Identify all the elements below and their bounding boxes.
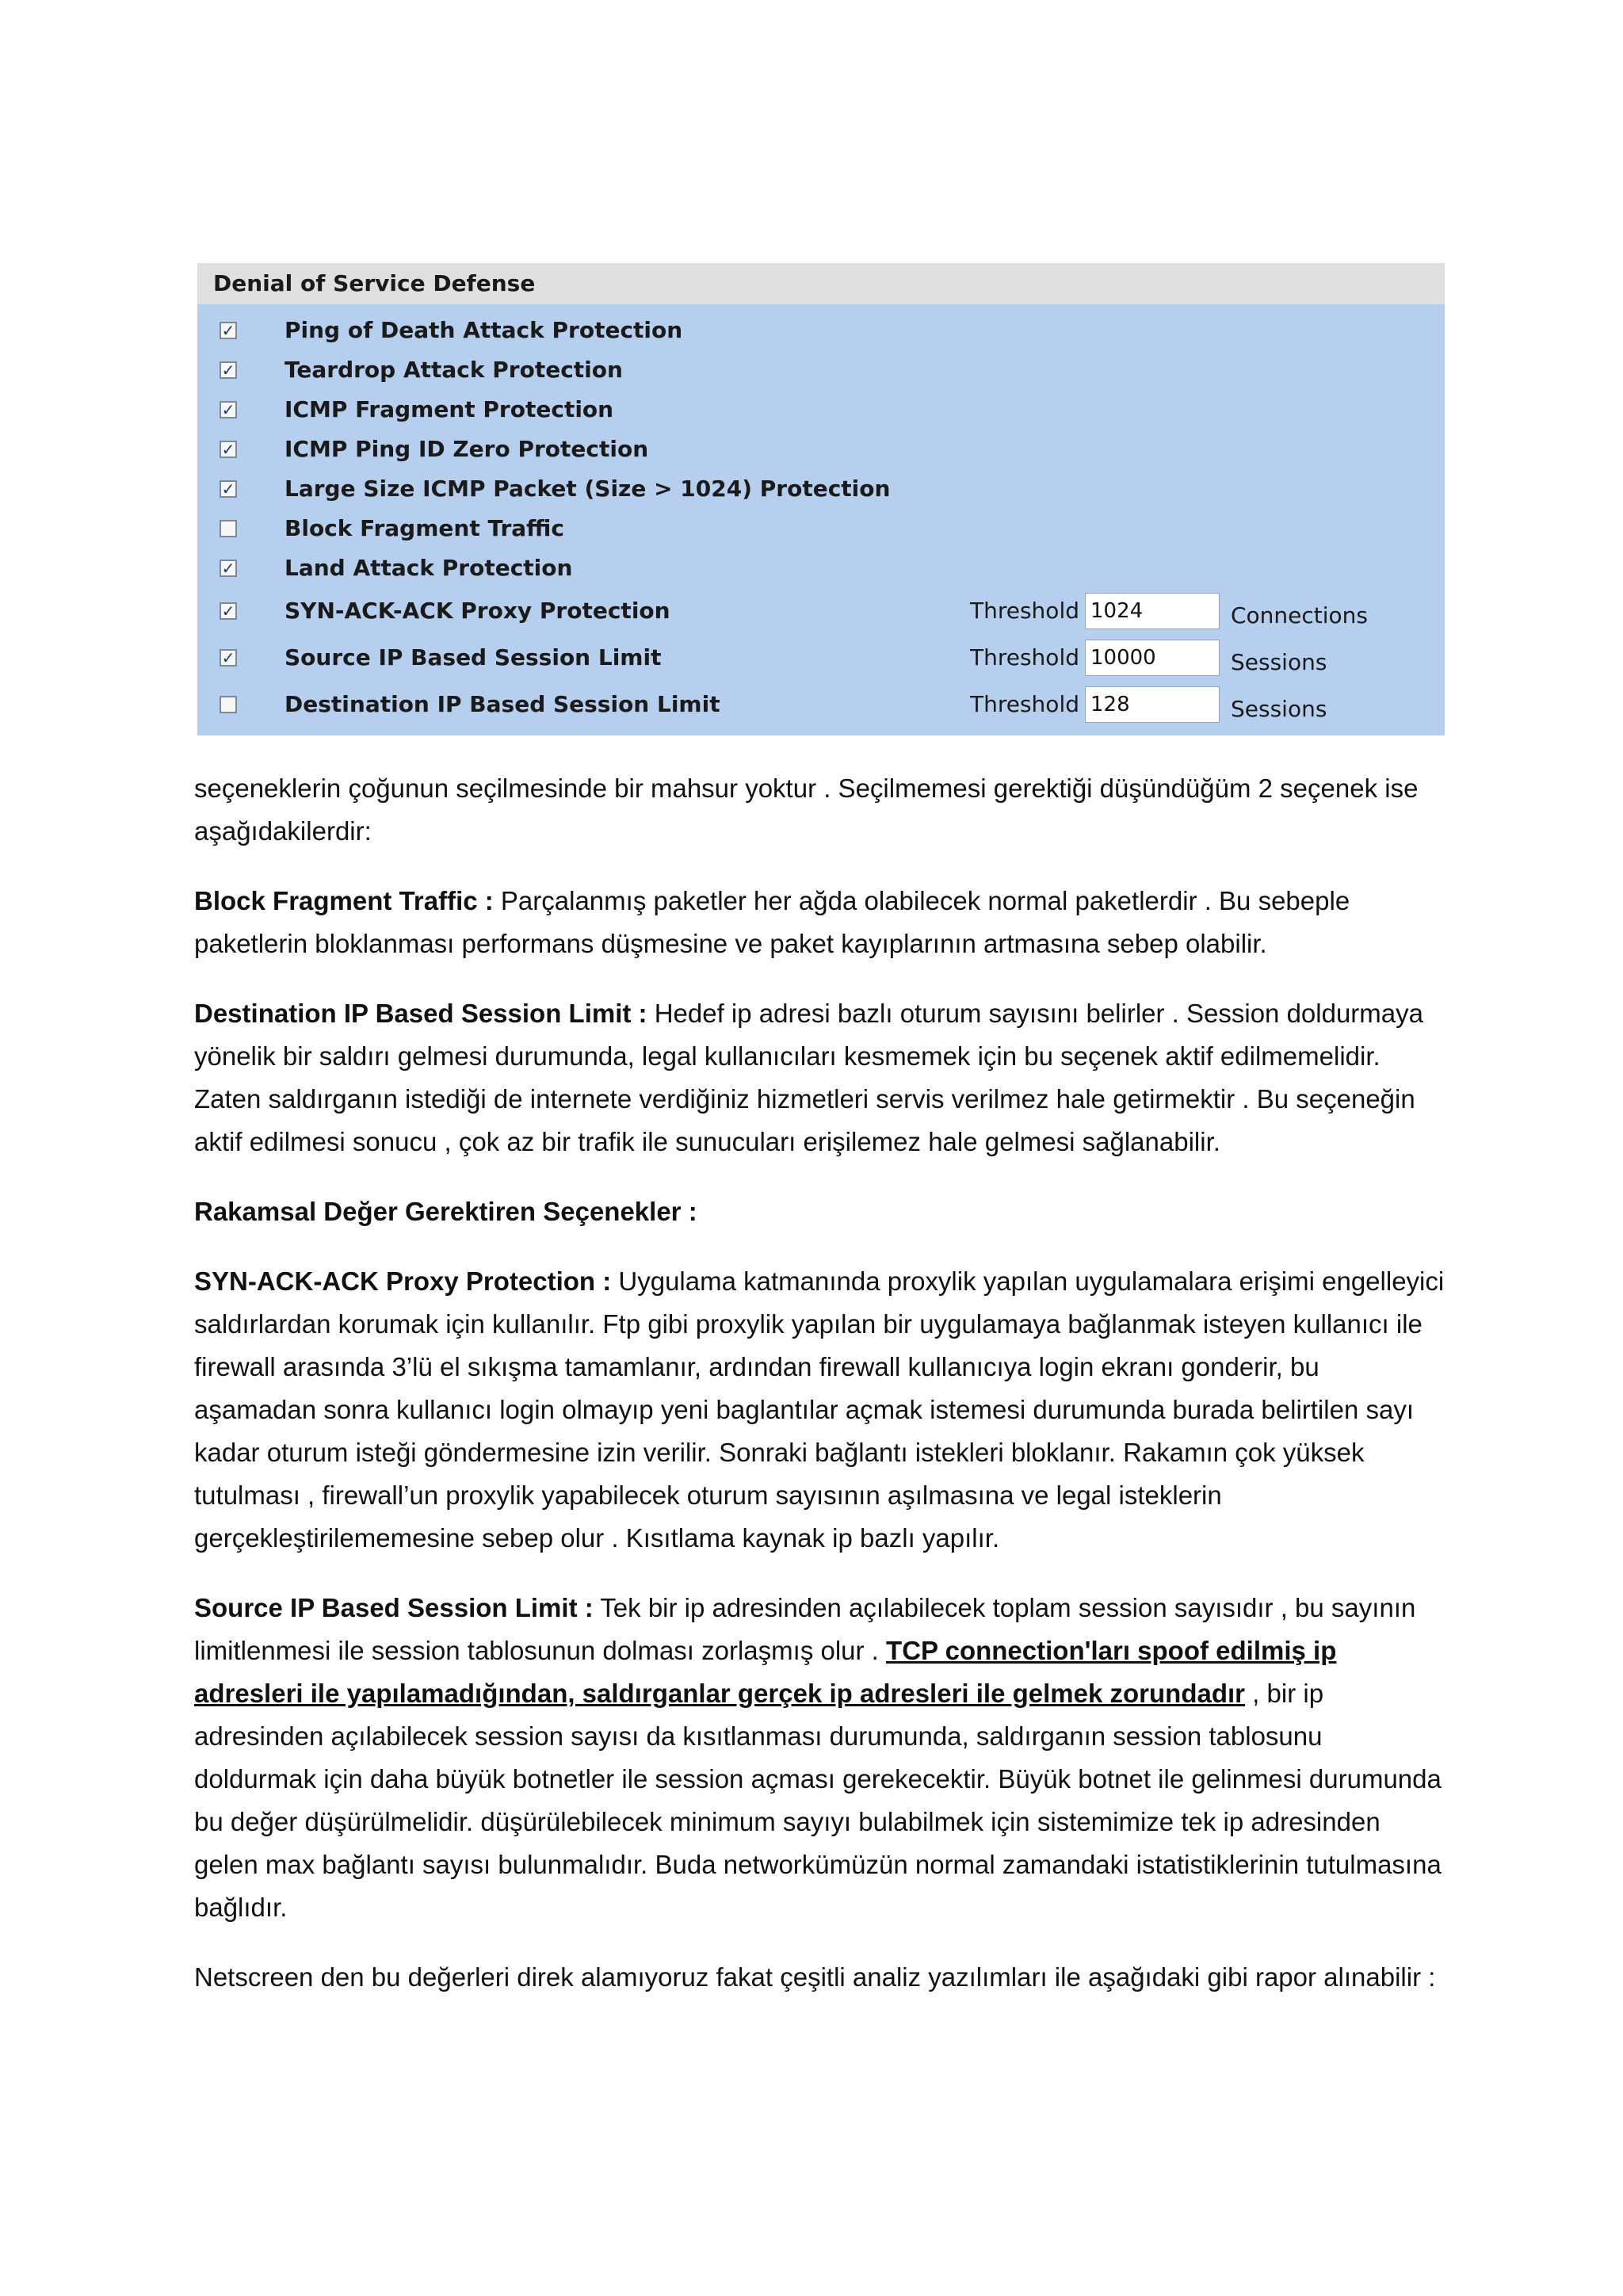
option-label: Teardrop Attack Protection [285, 357, 623, 383]
option-block-fragment [197, 510, 1445, 550]
checkbox[interactable]: ✓ [220, 361, 237, 379]
threshold-label: Threshold [970, 598, 1079, 624]
option-ping-of-death [197, 312, 1445, 352]
option-teardrop [197, 352, 1445, 392]
threshold-label: Threshold [970, 691, 1079, 717]
threshold-label: Threshold [970, 644, 1079, 670]
option-label: Land Attack Protection [285, 555, 573, 581]
option-icmp-ping-id-zero [197, 431, 1445, 471]
checkbox[interactable]: ✓ [220, 480, 237, 498]
option-destination-ip-limit [197, 686, 1445, 726]
paragraph-block-fragment: Block Fragment Traffic : Parçalanmış paketler her ağda olabilecek normal paketlerdir . Bu sebeple paketlerin bloklanması performans düşmesine ve paket kayıplarının artmasına sebep olabilir. [194, 886, 1350, 958]
option-label: Destination IP Based Session Limit [285, 691, 720, 717]
paragraph-source-ip: Source IP Based Session Limit : Tek bir ip adresinden açılabilecek toplam session sayısıdır , bu sayının limitlenmesi ile session tablosunun dolması zorlaşmış olur . TCP connection'ları spoof edilmiş ip adresleri ile yapılamadığından, saldırganlar gerçek ip adresleri ile gelmek zorundadır , bir ip adresinden açılabilecek session sayısı da kısıtlanması durumunda, saldırganın session tablosunu doldurmak için daha büyük botnetler ile session açması gerekecektir. Büyük botnet ile gelinmesi durumunda bu değer düşürülmelidir. düşürülebilecek minimum sayıyı bulabilmek için sistemimize tek ip adresinden gelen max bağlantı sayısı bulunmalıdır. Buda networkümüzün normal zamandaki istatistiklerinin tutulmasına bağlıdır. [194, 1593, 1442, 1922]
option-label: Large Size ICMP Packet (Size > 1024) Protection [285, 476, 891, 502]
option-label: Source IP Based Session Limit [285, 644, 662, 670]
checkbox[interactable]: ✓ [220, 441, 237, 458]
paragraph-destination-ip: Destination IP Based Session Limit : Hedef ip adresi bazlı oturum sayısını belirler . Session doldurmaya yönelik bir saldırı gelmesi durumunda, legal kullanıcıları kesmemek için bu seçenek aktif edilmemelidir. Zaten saldırganın istediği de internete verdiğiniz hizmetleri servis verilmez hale getirmektir . Bu seçeneğin aktif edilmesi sonucu , çok az bir trafik ile sunucuları erişilemez hale gelmesi sağlanabilir. [194, 999, 1423, 1156]
option-large-icmp-packet [197, 471, 1445, 510]
checkbox[interactable]: ✓ [220, 602, 237, 620]
option-label: Block Fragment Traffic [285, 515, 565, 541]
option-label: Ping of Death Attack Protection [285, 317, 683, 343]
threshold-unit: Sessions [1231, 696, 1327, 722]
checkbox[interactable]: ✓ [220, 401, 237, 418]
threshold-input[interactable] [1085, 593, 1220, 629]
underlined-statement: TCP connection'ları spoof edilmiş ip adresleri ile yapılamadığından, saldırganlar gerçek ip adresleri ile gelmek zorundadır [194, 1636, 1337, 1708]
dos-defense-panel [197, 263, 1445, 735]
option-label: SYN-ACK-ACK Proxy Protection [285, 598, 670, 624]
option-icmp-fragment [197, 392, 1445, 431]
threshold-input[interactable] [1085, 640, 1220, 676]
panel-title: Denial of Service Defense [197, 263, 1445, 304]
term-heading: Source IP Based Session Limit : [194, 1593, 594, 1622]
option-syn-ack-ack [197, 593, 1445, 632]
paragraph-intro: seçeneklerin çoğunun seçilmesinde bir mahsur yoktur . Seçilmemesi gerektiği düşündüğüm 2 seçenek ise aşağıdakilerdir: [194, 774, 1419, 846]
checkbox[interactable]: ✓ [220, 322, 237, 339]
option-label: ICMP Fragment Protection [285, 396, 614, 422]
option-source-ip-limit [197, 640, 1445, 679]
threshold-unit: Sessions [1231, 649, 1327, 675]
section-heading: Rakamsal Değer Gerektiren Seçenekler : [194, 1197, 697, 1226]
option-land-attack [197, 550, 1445, 590]
option-label: ICMP Ping ID Zero Protection [285, 436, 649, 462]
term-heading: SYN-ACK-ACK Proxy Protection : [194, 1266, 612, 1296]
checkbox[interactable] [220, 520, 237, 537]
checkbox[interactable]: ✓ [220, 649, 237, 667]
threshold-unit: Connections [1231, 602, 1369, 628]
paragraph-syn-ack-ack: SYN-ACK-ACK Proxy Protection : Uygulama katmanında proxylik yapılan uygulamalara erişimi engelleyici saldırlardan korumak için kullanılır. Ftp gibi proxylik yapılan bir uygulamaya bağlanmak isteyen kullanıcı ile firewall arasında 3’lü el sıkışma tamamlanır, ardından firewall kullanıcıya login ekranı gonderir, bu aşamadan sonra kullanıcı login olmayıp yeni baglantılar açmak istemesi durumunda burada belirtilen sayı kadar oturum isteği göndermesine izin verilir. Sonraki bağlantı istekleri bloklanır. Rakamın çok yüksek tutulması , firewall’un proxylik yapabilecek oturum sayısının aşılmasına ve legal isteklerin gerçekleştirilememesine sebep olur . Kısıtlama kaynak ip bazlı yapılır. [194, 1266, 1445, 1553]
threshold-input[interactable] [1085, 686, 1220, 723]
checkbox[interactable] [220, 696, 237, 713]
paragraph-netscreen: Netscreen den bu değerleri direk alamıyoruz fakat çeşitli analiz yazılımları ile aşağıdaki gibi rapor alınabilir : [194, 1962, 1436, 1992]
term-heading: Destination IP Based Session Limit : [194, 999, 647, 1028]
term-heading: Block Fragment Traffic : [194, 886, 494, 915]
checkbox[interactable]: ✓ [220, 560, 237, 577]
document-body [194, 767, 1446, 2026]
